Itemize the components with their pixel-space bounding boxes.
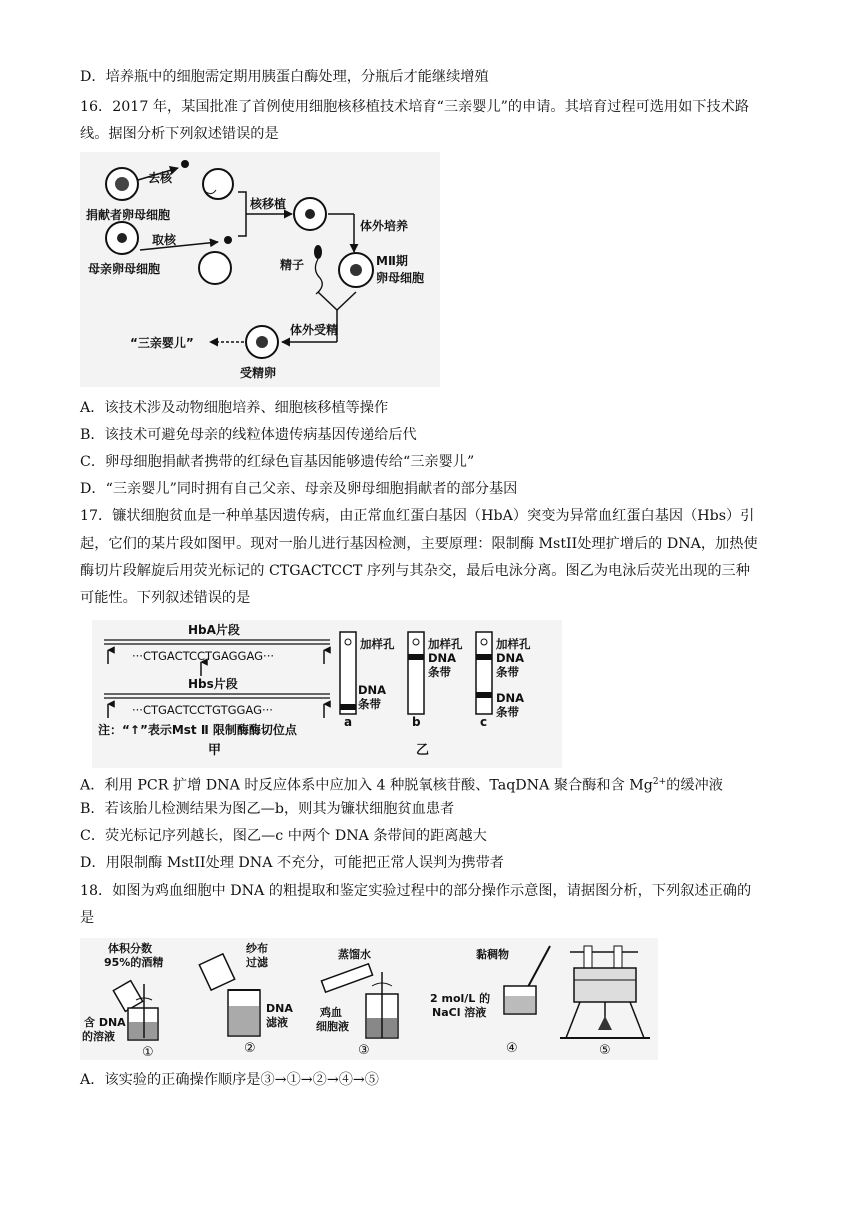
- cut-site-note: 注：“↑”表示Mst Ⅱ 限制酶酶切位点: [98, 723, 297, 737]
- q18-figure: [80, 938, 658, 1060]
- gel-lane-c: [476, 632, 492, 714]
- step3-label: ③: [358, 1043, 370, 1058]
- lane-c-label: c: [480, 715, 488, 729]
- lane-b-dna-label: DNA: [428, 651, 457, 665]
- q16-option-c: C．卵母细胞捐献者携带的红绿色盲基因能够遗传给“三亲婴儿”: [80, 454, 475, 470]
- step4-apparatus: [504, 946, 550, 1014]
- q16-option-a: A．该技术涉及动物细胞培养、细胞核移植等操作: [80, 400, 389, 416]
- dna-solution-label: 含 DNA: [84, 1016, 126, 1029]
- removed-nucleus-dot: [181, 160, 189, 168]
- donor-egg-cell: [106, 168, 138, 200]
- lane-c-well-label: 加样孔: [496, 637, 531, 651]
- zygote-label: 受精卵: [240, 366, 277, 380]
- gauze-label: 纱布: [246, 942, 268, 955]
- hbs-label: Hbs片段: [188, 677, 238, 691]
- q17-option-b: B．若该胎儿检测结果为图乙—b，则其为镰状细胞贫血患者: [80, 801, 455, 817]
- mother-egg-label: 母亲卵母细胞: [88, 262, 161, 276]
- mii-egg: [339, 253, 373, 287]
- step1-apparatus: [113, 981, 158, 1040]
- alcohol-label-2: 95%的酒精: [104, 956, 164, 969]
- lane-a-label: a: [344, 715, 353, 729]
- q18-option-a: A．该实验的正确操作顺序是③→①→②→④→⑤: [80, 1072, 379, 1088]
- mii-label-2: 卵母细胞: [376, 271, 425, 285]
- q17-stem-3: 酶切片段解旋后用荧光标记的 CTGACTCCT 序列与其杂交，最后电泳分离。图乙为电泳后荧光出现的三种: [80, 563, 750, 579]
- q17-stem-1: 17．镰状细胞贫血是一种单基因遗传病，由正常血红蛋白基因（HbA）突变为异常血红蛋白基因（Hbs）引: [80, 508, 755, 524]
- q18-stem: 18．如图为鸡血细胞中 DNA 的粗提取和鉴定实验过程中的部分操作示意图，请据图分析，下列叙述正确的: [80, 883, 752, 899]
- distilled-water-label: 蒸馏水: [338, 948, 371, 961]
- q17-option-c: C．荧光标记序列越长，图乙—c 中两个 DNA 条带间的距离越大: [80, 828, 487, 844]
- q16-option-b: B．该技术可避免母亲的线粒体遗传病基因传递给后代: [80, 427, 417, 443]
- dna-solution-label-2: 的溶液: [82, 1030, 115, 1043]
- mii-label: MⅡ期: [376, 254, 408, 268]
- enucleated-egg: [203, 169, 233, 199]
- q16-figure: [80, 152, 440, 387]
- gel-lane-a: [340, 632, 356, 714]
- gel-lane-b: [408, 632, 424, 714]
- q15-option-d: D．培养瓶中的细胞需定期用胰蛋白酶处理，分瓶后才能继续增殖: [80, 69, 489, 85]
- blood-label: 鸡血: [320, 1006, 342, 1019]
- gauze-label-2: 过滤: [246, 956, 268, 969]
- alcohol-label: 体积分数: [108, 942, 152, 955]
- figure-yi-label: 乙: [416, 743, 430, 758]
- lane-c-dna-label-1: DNA: [496, 651, 525, 665]
- lane-c-band-label-1: 条带: [496, 665, 519, 679]
- sperm-label: 精子: [280, 258, 305, 272]
- hba-sequence: ···CTGACTCCTGAGGAG···: [132, 649, 275, 663]
- sperm-icon: [314, 245, 322, 294]
- remove-nucleus-label: 去核: [148, 171, 173, 185]
- lane-a-well-label: 加样孔: [360, 637, 395, 651]
- ivf-label: 体外受精: [290, 323, 339, 337]
- q17-stem-2: 起，它们的某片段如图甲。现对一胎儿进行基因检测，主要原理：限制酶 MstII处理扩增后的 DNA，加热使: [80, 536, 758, 552]
- blood-label-2: 细胞液: [316, 1020, 349, 1033]
- q16-stem-cont: 线。据图分析下列叙述错误的是: [80, 126, 279, 142]
- q17-figure: [92, 620, 562, 768]
- reconstructed-egg: [294, 198, 326, 230]
- q17-option-d: D．用限制酶 MstII处理 DNA 不充分，可能把正常人误判为携带者: [80, 855, 504, 871]
- take-nucleus-label: 取核: [152, 233, 177, 247]
- step4-label: ④: [506, 1041, 518, 1056]
- lane-c-dna-label-2: DNA: [496, 691, 525, 705]
- filtrate-label: DNA: [266, 1002, 293, 1015]
- q18-stem-cont: 是: [80, 910, 95, 926]
- hbs-sequence: ···CTGACTCCTGTGGAG···: [132, 703, 273, 717]
- q17-option-a: [80, 772, 723, 796]
- step2-label: ②: [244, 1041, 256, 1056]
- nacl-label-2: NaCl 溶液: [432, 1006, 487, 1019]
- q17-option-a-tail: 的缓冲液: [666, 777, 723, 794]
- mother-egg-cell: [106, 222, 138, 254]
- lane-a-dna-label: DNA: [358, 683, 387, 697]
- q17-stem-4: 可能性。下列叙述错误的是: [80, 590, 251, 606]
- nuclear-transfer-label: 核移植: [250, 197, 287, 211]
- mother-egg-enucleated: [199, 252, 231, 284]
- figure-jia-label: 甲: [208, 743, 222, 758]
- hba-label: HbA片段: [188, 623, 240, 637]
- filtrate-label-2: 滤液: [266, 1016, 288, 1029]
- mg-charge: 2+: [652, 777, 667, 787]
- lane-a-band-label: 条带: [358, 697, 381, 711]
- q17-option-a-text: A．利用 PCR 扩增 DNA 时反应体系中应加入 4 种脱氧核苷酸、TaqDNA 聚合酶和含 Mg: [80, 777, 653, 794]
- sticky-substance-label: 黏稠物: [476, 948, 509, 961]
- lane-b-band-label: 条带: [428, 665, 451, 679]
- three-parent-baby-label: “三亲婴儿”: [130, 336, 194, 350]
- step5-apparatus: [560, 946, 650, 1038]
- step1-label: ①: [142, 1045, 154, 1060]
- lane-b-label: b: [412, 715, 421, 729]
- q16-stem: 16．2017 年，某国批准了首例使用细胞核移植技术培育“三亲婴儿”的申请。其培育过程可选用如下技术路: [80, 99, 750, 115]
- nacl-label: 2 mol/L 的: [430, 992, 491, 1005]
- in-vitro-culture-label: 体外培养: [360, 219, 409, 233]
- step5-label: ⑤: [599, 1043, 611, 1058]
- q16-option-d: D．“三亲婴儿”同时拥有自己父亲、母亲及卵母细胞捐献者的部分基因: [80, 481, 518, 497]
- lane-c-band-label-2: 条带: [496, 705, 519, 719]
- lane-b-well-label: 加样孔: [428, 637, 463, 651]
- zygote: [246, 326, 278, 358]
- donor-egg-label: 捐献者卵母细胞: [86, 208, 171, 222]
